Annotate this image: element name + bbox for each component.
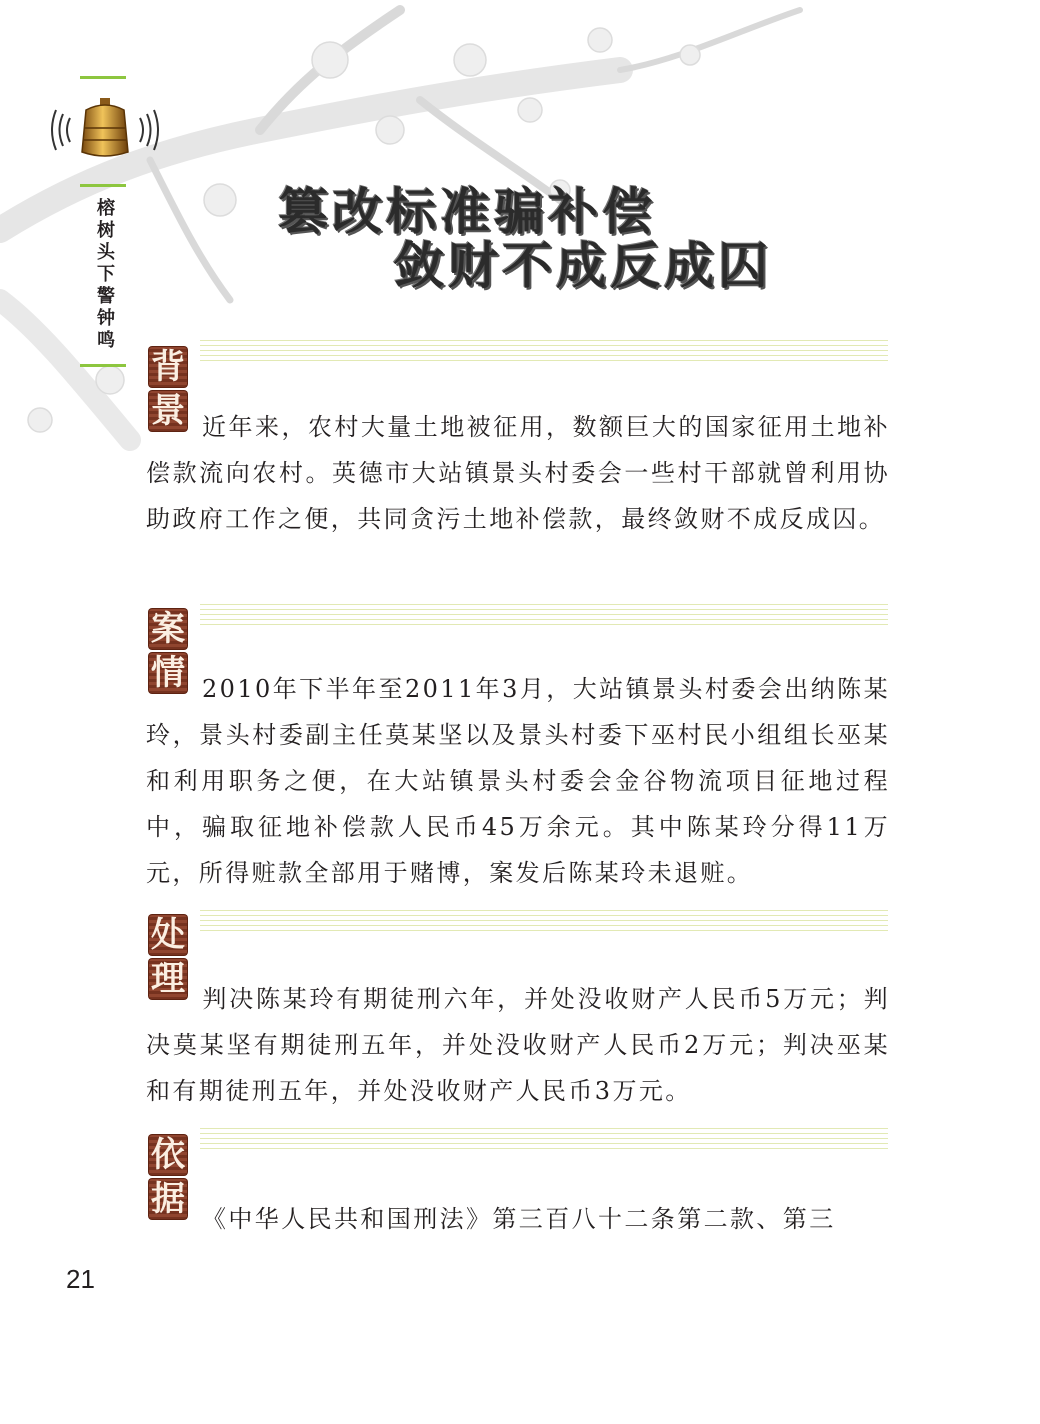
green-rule-top [80,76,126,79]
badge-char: 处 [148,914,188,956]
badge-char: 景 [148,390,188,432]
bell-icon [50,70,160,180]
badge-char: 案 [148,608,188,650]
section-text-background: 近年来，农村大量土地被征用，数额巨大的国家征用土地补偿款流向农村。英德市大站镇景头村委会一些村干部就曾利用协助政府工作之便，共同贪污土地补偿款，最终敛财不成反成囚。 [146,413,890,533]
green-rule-bottom [80,364,126,367]
section-text-handling: 判决陈某玲有期徒刑六年，并处没收财产人民币5万元；判决莫某坚有期徒刑五年，并处没收财产人民币2万元；判决巫某和有期徒刑五年，并处没收财产人民币3万元。 [146,985,890,1105]
article-title-line1: 篡改标准骗补偿 [278,183,656,241]
section-text-case: 2010年下半年至2011年3月，大站镇景头村委会出纳陈某玲，景头村委副主任莫某坚以及景头村委下巫村民小组组长巫某和利用职务之便，在大站镇景头村委会金谷物流项目征地过程中，骗取征地补偿款人民币45万余元。其中陈某玲分得11万元，所得赃款全部用于赌博，案发后陈某玲未退赃。 [146,675,890,887]
badge-char: 依 [148,1134,188,1176]
badge-char: 理 [148,958,188,1000]
section-rule [200,1128,888,1150]
series-title: 榕树头下警钟鸣 [94,198,115,352]
article-title-line2: 敛财不成反成囚 [394,237,772,295]
section-rule [200,604,888,626]
section-rule [200,910,888,932]
badge-char: 背 [148,346,188,388]
badge-char: 据 [148,1178,188,1220]
section-rule [200,340,888,362]
badge-char: 情 [148,652,188,694]
section-text-basis: 《中华人民共和国刑法》第三百八十二条第二款、第三 [202,1205,836,1233]
page-number: 21 [66,1264,95,1294]
green-rule-middle [80,184,126,187]
